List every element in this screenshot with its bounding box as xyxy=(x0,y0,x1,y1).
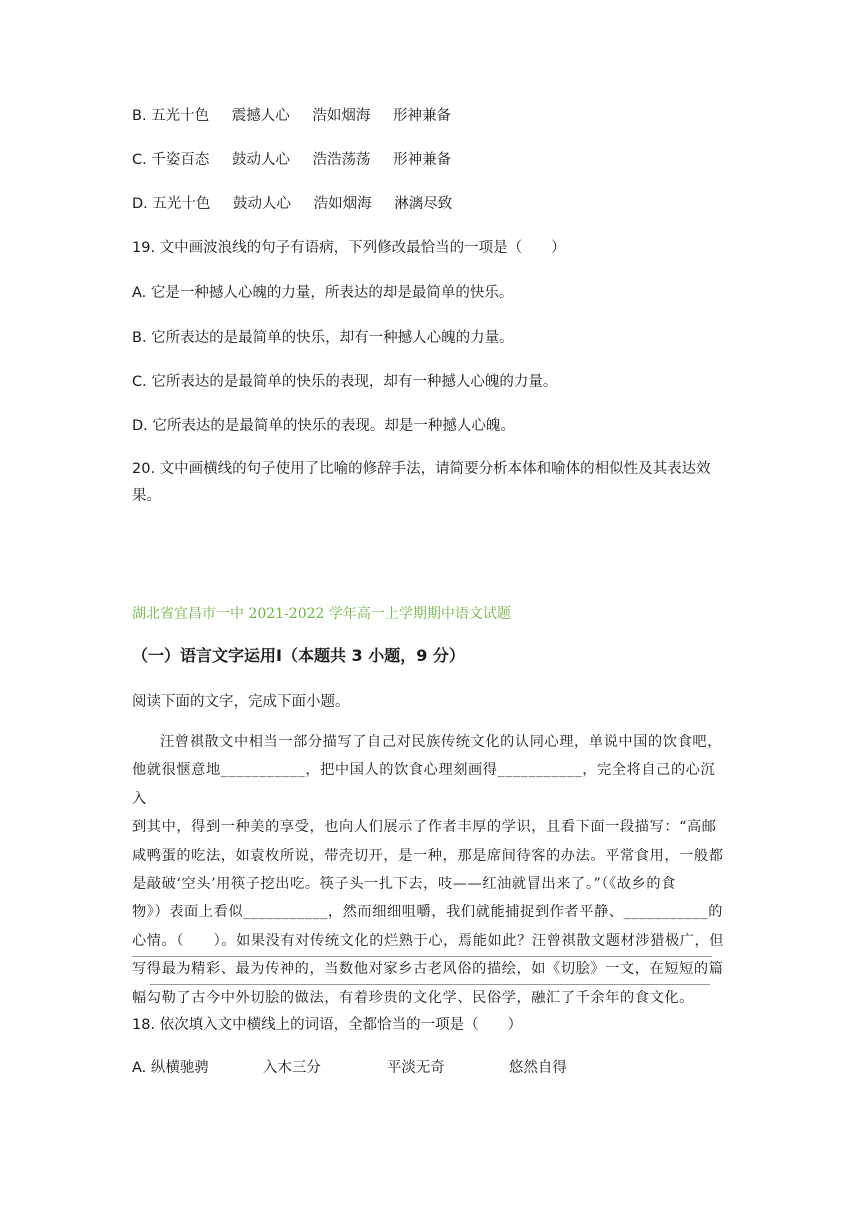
question-20 xyxy=(132,456,728,510)
question-20-line-2: 果。 xyxy=(132,488,161,504)
passage-line: 是敲破‘空头’用筷子挖出吃。筷子头一扎下去，吱——红油就冒出来了。”（《故乡的食 xyxy=(132,876,676,893)
question-18-stem: 18. 依次填入文中横线上的词语，全都恰当的一项是（ ） xyxy=(132,1017,523,1033)
option-word: 形神兼备 xyxy=(393,152,452,168)
option-word: 鼓动人心 xyxy=(231,152,290,168)
question-19-option-c: C. 它所表达的是最简单的快乐的表现，却有一种撼人心魄的力量。 xyxy=(132,374,558,390)
option-word: 五光十色 xyxy=(151,108,210,124)
option-word: 浩如烟海 xyxy=(312,108,371,124)
question-18-option-a xyxy=(132,1056,567,1077)
question-19-option-d: D. 它所表达的是最简单的快乐的表现。却是一种撼人心魄。 xyxy=(132,418,515,434)
option-word: 浩浩荡荡 xyxy=(312,152,371,168)
option-word: 平淡无奇 xyxy=(386,1060,445,1076)
option-c xyxy=(132,148,451,169)
reading-passage xyxy=(132,728,728,1012)
section-heading: （一）语言文字运用Ⅰ（本题共 3 小题，9 分） xyxy=(132,646,465,665)
option-label: A. xyxy=(132,1060,147,1076)
option-word: 入木三分 xyxy=(262,1060,321,1076)
passage-line: 物》）表面上看似___________，然而细细咀嚼，我们就能捕捉到作者平静、___________的 xyxy=(132,904,724,921)
option-word: 悠然自得 xyxy=(508,1060,567,1076)
passage-line: 到其中，得到一种美的享受，也向人们展示了作者丰厚的学识，且看下面一段描写：“高邮 xyxy=(132,819,717,836)
passage-line: 心情。（ ）。如果没有对传统文化的烂熟于心，焉能如此？汪曾祺散文题材涉猎极广，但 xyxy=(132,932,725,949)
option-word: 震撼人心 xyxy=(231,108,290,124)
reading-instruction: 阅读下面的文字，完成下面小题。 xyxy=(132,694,350,710)
question-20-line-1: 20. 文中画横线的句子使用了比喻的修辞手法，请简要分析本体和喻体的相似性及其表达效 xyxy=(132,461,711,477)
underline-rule xyxy=(132,956,712,957)
option-word: 千姿百态 xyxy=(151,152,210,168)
question-19-stem: 19. 文中画波浪线的句子有语病，下列修改最恰当的一项是（ ） xyxy=(132,240,566,256)
option-b xyxy=(132,104,451,125)
underline-rule xyxy=(150,984,710,985)
passage-line: 写得最为精彩、最为传神的，当数他对家乡古老风俗的描绘，如《切脍》一文，在短短的篇 xyxy=(132,961,724,978)
passage-line: 咸鸭蛋的吃法，如袁枚所说，带壳切开，是一种，那是席间待客的办法。平常食用，一般都 xyxy=(132,847,724,864)
option-word: 形神兼备 xyxy=(393,108,451,124)
option-word: 淋漓尽致 xyxy=(394,196,453,212)
question-19-option-a: A. 它是一种撼人心魄的力量，所表达的却是最简单的快乐。 xyxy=(132,285,514,301)
option-word: 五光十色 xyxy=(152,196,211,212)
option-d xyxy=(132,192,452,213)
source-title: 湖北省宜昌市一中 2021-2022 学年高一上学期期中语文试题 xyxy=(132,606,511,622)
option-label: C. xyxy=(132,152,147,168)
option-word: 浩如烟海 xyxy=(313,196,372,212)
option-label: B. xyxy=(132,108,147,124)
passage-line: 汪曾祺散文中相当一部分描写了自己对民族传统文化的认同心理，单说中国的饮食吧， xyxy=(160,734,722,750)
passage-line: 他就很惬意地___________，把中国人的饮食心理刻画得___________，完全将自己的心沉入 xyxy=(132,762,716,807)
option-label: D. xyxy=(132,196,148,212)
option-word: 纵横驰骋 xyxy=(150,1060,209,1076)
option-word: 鼓动人心 xyxy=(233,196,291,212)
question-19-option-b: B. 它所表达的是最简单的快乐，却有一种撼人心魄的力量。 xyxy=(132,330,514,346)
passage-line: 幅勾勒了古今中外切脍的做法，有着珍贵的文化学、民俗学，融汇了千余年的食文化。 xyxy=(132,989,694,1006)
